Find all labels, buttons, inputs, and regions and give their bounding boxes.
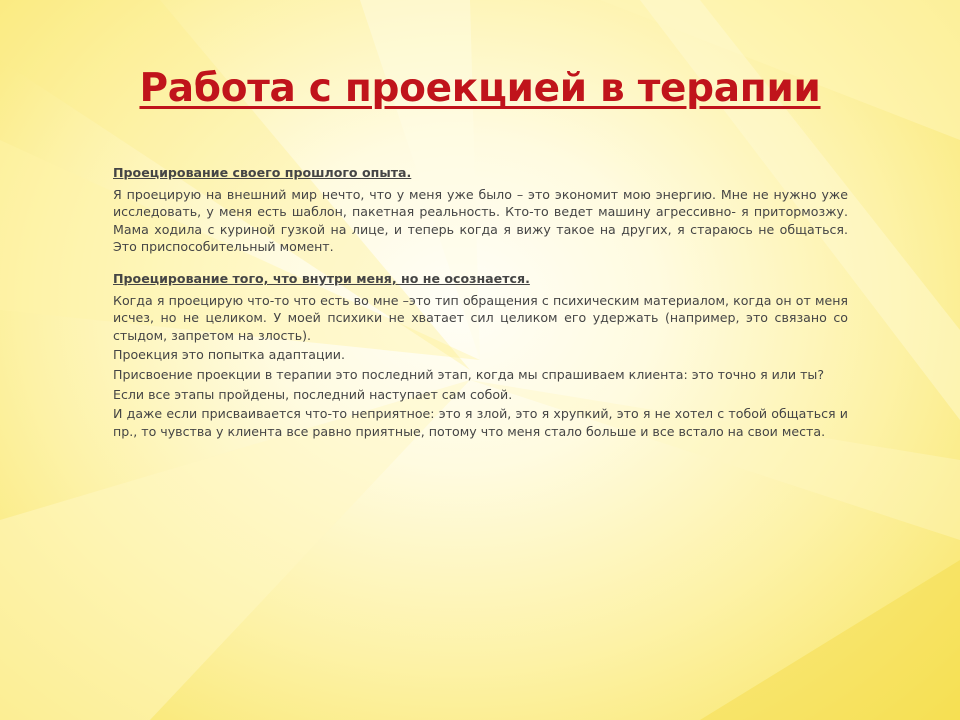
- paragraph-unconscious-3: Присвоение проекции в терапии это последний этап, когда мы спрашиваем клиента: это точно я или ты?: [113, 366, 825, 382]
- paragraph-past-experience: Я проецирую на внешний мир нечто, что у меня уже было – это экономит мою энергию. Мне не нужно уже исследовать, у меня есть шаблон, пакетная реальность. Кто-то ведет машину агрессивно- я притормозжу. Мама ходила с куриной гузкой на лице, и теперь когда я вижу такое на других, я стараюсь не общаться. Это приспособительный момент.: [113, 186, 848, 255]
- section-heading-past-experience: Проецирование своего прошлого опыта.: [113, 165, 412, 180]
- paragraph-unconscious-1: Когда я проецирую что-то что есть во мне –это тип обращения с психическим материалом, когда он от меня исчез, но не целиком. У моей психики не хватает сил целиком его удержать (например, это связано со стыдом, запретом на злость).: [113, 292, 848, 343]
- section-heading-unconscious: Проецирование того, что внутри меня, но не осознается.: [113, 270, 530, 286]
- slide-title: Работа с проекцией в терапии: [139, 66, 821, 111]
- paragraph-unconscious-2: Проекция это попытка адаптации.: [113, 347, 345, 363]
- paragraph-unconscious-4: Если все этапы пройдены, последний наступает сам собой.: [113, 386, 513, 402]
- slide-body: [113, 164, 848, 442]
- paragraph-unconscious-5: И даже если присваивается что-то неприятное: это я злой, это я хрупкий, это я не хотел с тобой общаться и пр., то чувства у клиента все равно приятные, потому что меня стало больше и все встало на свои места.: [113, 406, 848, 439]
